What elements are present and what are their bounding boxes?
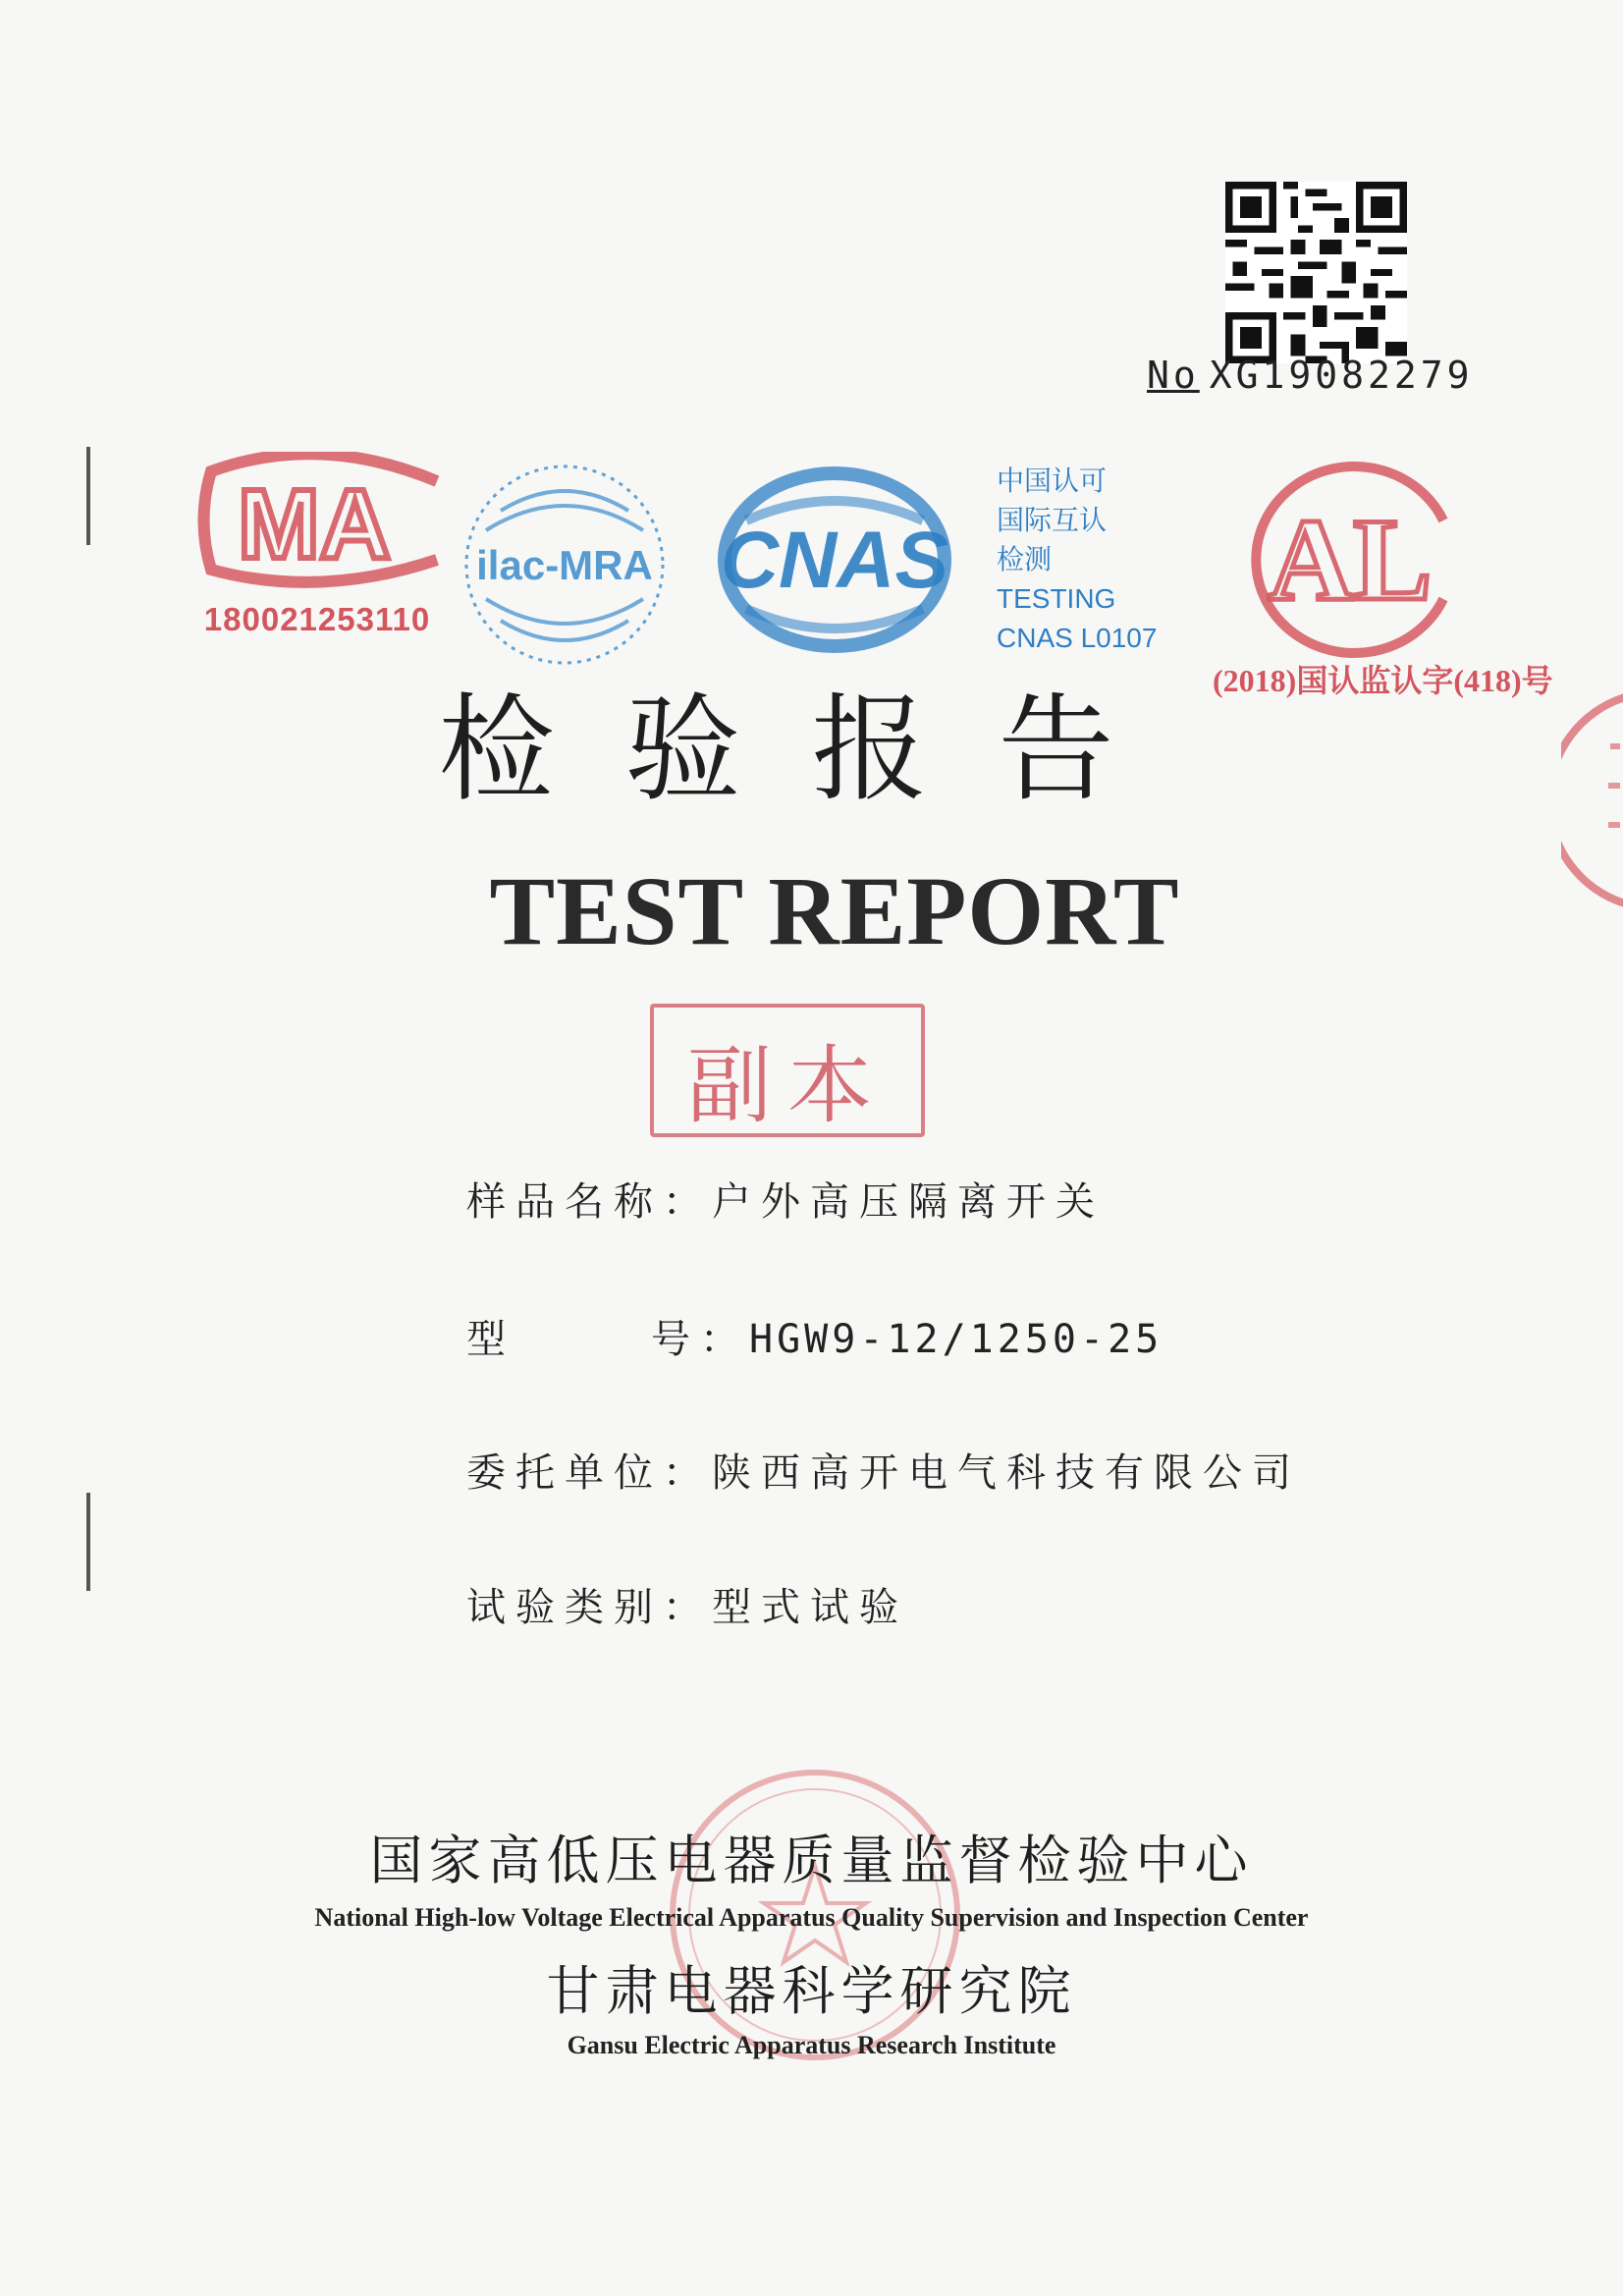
cal-seal-text: AL	[1268, 494, 1433, 625]
field-label: 试验类别：	[466, 1585, 712, 1630]
cnas-line: 国际互认	[997, 505, 1108, 535]
copy-stamp-text: 副本	[687, 1037, 888, 1135]
report-number-value: XG19082279	[1209, 354, 1474, 397]
cnas-line: 中国认可	[997, 465, 1108, 496]
copy-stamp	[650, 1004, 925, 1137]
ma-certificate-number: 180021253110	[203, 601, 431, 637]
report-number-label: No	[1147, 354, 1200, 397]
cnas-accreditation-text	[997, 462, 1193, 658]
issuer-institute-cn: 甘肃电器科学研究院	[546, 1960, 1077, 2022]
qr-code-icon	[1225, 182, 1407, 363]
ilac-mra-seal-icon	[457, 452, 673, 678]
ma-seal-text: MA	[238, 469, 391, 579]
field-value: 户外高压隔离开关	[712, 1179, 1105, 1225]
field-label: 委托单位：	[466, 1450, 712, 1496]
field-model	[466, 1308, 1163, 1364]
field-client	[466, 1442, 1301, 1498]
field-label: 型 号：	[466, 1317, 749, 1362]
page-title-en: TEST REPORT	[489, 856, 1180, 965]
binding-mark-top	[86, 447, 90, 545]
ilac-seal-text: ilac-MRA	[476, 542, 653, 588]
ma-seal-icon	[191, 452, 447, 589]
field-value: 型式试验	[712, 1585, 908, 1630]
issuer-center-cn: 国家高低压电器质量监督检验中心	[369, 1830, 1254, 1891]
field-test-type	[466, 1576, 908, 1632]
issuer-center-en: National High-low Voltage Electrical Apparatus Quality Supervision and Inspection Center	[314, 1903, 1309, 1932]
report-number	[1147, 354, 1474, 397]
cnas-line: CNAS L0107	[997, 623, 1158, 653]
cal-seal-icon	[1232, 452, 1468, 668]
cnas-line: TESTING	[997, 583, 1116, 614]
cal-certificate-number: (2018)国认监认字(418)号	[1213, 663, 1553, 698]
cnas-logo-icon	[707, 462, 962, 668]
field-value: 陕西高开电气科技有限公司	[712, 1450, 1301, 1496]
issuer-institute-en: Gansu Electric Apparatus Research Institute	[567, 2031, 1056, 2059]
field-sample-name	[466, 1171, 1105, 1227]
binding-mark-bottom	[86, 1493, 90, 1591]
page-title-cn: 检验报告	[438, 682, 1185, 817]
cnas-logo-text: CNAS	[720, 516, 949, 605]
cnas-line: 检测	[997, 544, 1053, 574]
field-label: 样品名称：	[466, 1179, 712, 1225]
field-value: HGW9-12/1250-25	[749, 1317, 1163, 1362]
